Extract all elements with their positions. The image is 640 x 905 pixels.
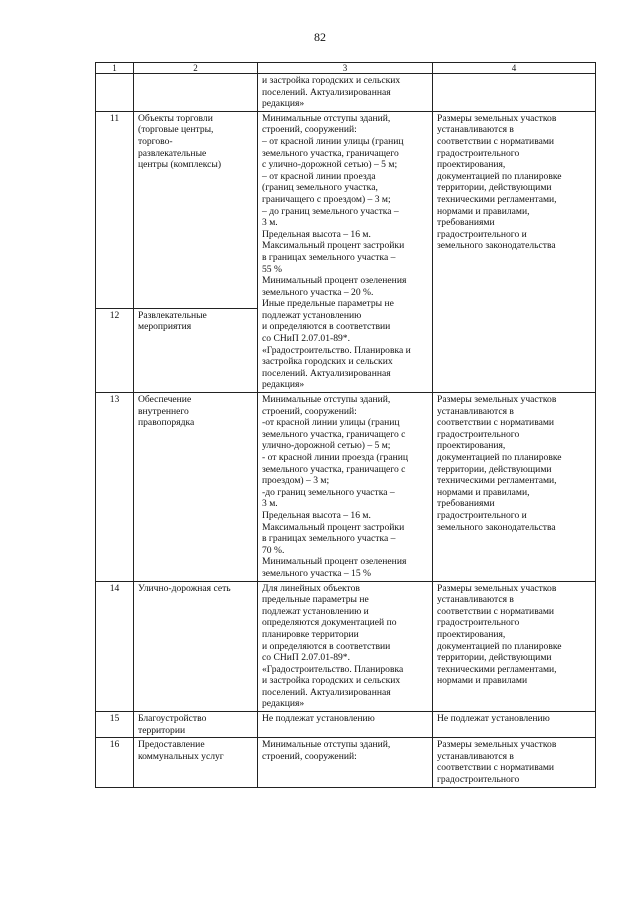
text-line: проектирования, [437, 440, 506, 452]
text-line: редакция» [262, 98, 305, 110]
table-row-15 [96, 712, 596, 738]
text-line: 3 м. [262, 498, 278, 510]
cell-num [96, 74, 134, 112]
text-line: документацией по планировке [437, 640, 562, 652]
text-line: нормами и правилами, [437, 205, 530, 217]
page-number: 82 [314, 30, 326, 44]
text-line: Не подлежат установлению [437, 713, 550, 725]
cell-num: 13 [96, 393, 134, 582]
text-line: Максимальный процент застройки [262, 240, 405, 252]
text-line: внутреннего [138, 405, 189, 417]
cell-params [258, 74, 433, 112]
cell-params [258, 712, 433, 738]
text-line: и застройка городских и сельских [262, 75, 401, 86]
text-line: – от красной линии улицы (границ [262, 135, 404, 147]
text-line: техническими регламентами, [437, 475, 557, 487]
table-row-14 [96, 581, 596, 712]
text-line: Не подлежат установлению [262, 713, 375, 725]
table-row-11 [96, 111, 596, 308]
cell-name [134, 712, 258, 738]
text-line: торгово- [138, 135, 173, 147]
text-line: строений, сооружений: [262, 124, 357, 136]
text-line: земельного участка – 15 % [262, 567, 372, 579]
text-line: земельного участка, граничащего с [262, 463, 406, 475]
text-line: Объекты торговли [138, 112, 213, 124]
text-line: Размеры земельных участков [437, 394, 557, 406]
text-line: земельного участка, граничащего [262, 147, 399, 159]
text-line: – от красной линии проезда [262, 170, 376, 182]
text-line: Благоустройство [138, 713, 207, 725]
text-line: земельного законодательства [437, 521, 556, 533]
text-line: подлежат установлению и [262, 605, 369, 617]
cell-name [134, 74, 258, 112]
text-line: со СНиП 2.07.01-89*. [262, 652, 351, 664]
cell-params [258, 111, 433, 392]
text-line: 70 %. [262, 544, 285, 556]
text-line: Развлекательные [138, 309, 207, 321]
text-line: Обеспечение [138, 394, 192, 406]
cell-size [433, 74, 596, 112]
text-line: Минимальный процент озеленения [262, 556, 407, 568]
text-line: улично-дорожной сетью) – 5 м; [262, 440, 391, 452]
cell-size [433, 581, 596, 712]
text-line: (торговые центры, [138, 124, 214, 136]
cell-num: 12 [96, 308, 134, 393]
cell-name [134, 738, 258, 787]
text-line: Размеры земельных участков [437, 582, 557, 594]
text-line: проектирования, [437, 628, 506, 640]
text-line: правопорядка [138, 417, 195, 429]
cell-params [258, 738, 433, 787]
text-line: соответствии с нормативами [437, 417, 555, 429]
text-line: нормами и правилами [437, 675, 528, 687]
table-header-row [96, 63, 596, 74]
cell-size [433, 712, 596, 738]
cell-num: 14 [96, 581, 134, 712]
text-line: документацией по планировке [437, 452, 562, 463]
text-line: определяются документацией по [262, 617, 397, 629]
cell-size [433, 111, 596, 392]
header-cell: 1 [96, 63, 134, 74]
text-line: Максимальный процент застройки [262, 521, 405, 533]
text-line: соответствии с нормативами [437, 762, 555, 774]
text-line: Минимальные отступы зданий, [262, 739, 391, 751]
cell-name [134, 308, 258, 393]
text-line: «Градостроительство. Планировка [262, 663, 404, 675]
text-line: Минимальный процент озеленения [262, 275, 407, 287]
text-line: планировке территории [262, 628, 359, 640]
text-line: градостроительного [437, 774, 520, 786]
text-line: в границах земельного участка – [262, 251, 396, 263]
text-line: техническими регламентами, [437, 663, 557, 675]
text-line: требованиями [437, 217, 495, 229]
cell-num: 11 [96, 111, 134, 308]
text-line: устанавливаются в [437, 124, 514, 136]
text-line: градостроительного [437, 617, 520, 629]
cell-params [258, 393, 433, 582]
text-line: с улично-дорожной сетью) – 5 м; [262, 159, 398, 171]
cell-name [134, 393, 258, 582]
text-line: развлекательные [138, 147, 207, 159]
text-line: Предельная высота – 16 м. [262, 228, 371, 240]
text-line: застройка городских и сельских [262, 356, 393, 368]
cell-name [134, 581, 258, 712]
text-line: и определяются в соответствии [262, 640, 391, 652]
text-line: территории, действующими [437, 463, 552, 475]
cell-params [258, 581, 433, 712]
text-line: коммунальных услуг [138, 750, 224, 762]
text-line: земельного законодательства [437, 240, 556, 252]
text-line: Улично-дорожная сеть [138, 582, 231, 594]
text-line: проектирования, [437, 159, 506, 171]
text-line: и определяются в соответствии [262, 321, 391, 333]
text-line: мероприятия [138, 321, 192, 333]
cell-num: 16 [96, 738, 134, 787]
text-line: 55 % [262, 263, 282, 275]
text-line: Минимальные отступы зданий, [262, 394, 391, 406]
text-line: редакция» [262, 379, 305, 391]
text-line: и застройка городских и сельских [262, 675, 401, 687]
text-line: устанавливаются в [437, 750, 514, 762]
cell-size [433, 393, 596, 582]
text-line: устанавливаются в [437, 405, 514, 417]
text-line: подлежат установлению [262, 309, 362, 321]
text-line: - от красной линии проезда (границ [262, 452, 408, 463]
text-line: центры (комплексы) [138, 159, 222, 171]
text-line: территории, действующими [437, 182, 552, 194]
text-line: поселений. Актуализированная [262, 686, 391, 698]
text-line: техническими регламентами, [437, 193, 557, 205]
text-line: нормами и правилами, [437, 486, 530, 498]
header-cell: 4 [433, 63, 596, 74]
text-line: Размеры земельных участков [437, 112, 557, 124]
table-row-continuation [96, 74, 596, 112]
text-line: -от красной линии улицы (границ [262, 417, 400, 429]
text-line: Размеры земельных участков [437, 739, 557, 751]
text-line: земельного участка – 20 %. [262, 286, 374, 298]
text-line: документацией по планировке [437, 170, 562, 182]
text-line: градостроительного и [437, 228, 527, 240]
text-line: в границах земельного участка – [262, 533, 396, 545]
text-line: требованиями [437, 498, 495, 510]
text-line: поселений. Актуализированная [262, 86, 391, 98]
text-line: граничащего с проездом) – 3 м; [262, 193, 391, 205]
text-line: поселений. Актуализированная [262, 367, 391, 379]
table-row-13 [96, 393, 596, 582]
text-line: со СНиП 2.07.01-89*. [262, 333, 351, 345]
text-line: Предоставление [138, 739, 205, 751]
text-line: градостроительного [437, 428, 520, 440]
text-line: устанавливаются в [437, 594, 514, 606]
text-line: Иные предельные параметры не [262, 298, 394, 310]
table-row-16 [96, 738, 596, 787]
header-cell: 3 [258, 63, 433, 74]
cell-num: 15 [96, 712, 134, 738]
text-line: строений, сооружений: [262, 750, 357, 762]
text-line: градостроительного [437, 147, 520, 159]
cell-size [433, 738, 596, 787]
text-line: соответствии с нормативами [437, 605, 555, 617]
text-line: редакция» [262, 698, 305, 710]
text-line: земельного участка, граничащего с [262, 428, 406, 440]
text-line: градостроительного и [437, 509, 527, 521]
text-line: -до границ земельного участка – [262, 486, 395, 498]
text-line: Предельная высота – 16 м. [262, 509, 371, 521]
text-line: территории, действующими [437, 652, 552, 664]
text-line: Для линейных объектов [262, 582, 360, 594]
text-line: предельные параметры не [262, 594, 369, 606]
cell-name [134, 111, 258, 308]
text-line: территории [138, 724, 186, 736]
text-line: строений, сооружений: [262, 405, 357, 417]
text-line: (границ земельного участка, [262, 182, 378, 194]
text-line: Минимальные отступы зданий, [262, 112, 391, 124]
text-line: 3 м. [262, 217, 278, 229]
regulations-table [95, 62, 596, 788]
text-line: – до границ земельного участка – [262, 205, 399, 217]
text-line: проездом) – 3 м; [262, 475, 330, 487]
text-line: соответствии с нормативами [437, 135, 555, 147]
header-cell: 2 [134, 63, 258, 74]
text-line: «Градостроительство. Планировка и [262, 344, 411, 356]
